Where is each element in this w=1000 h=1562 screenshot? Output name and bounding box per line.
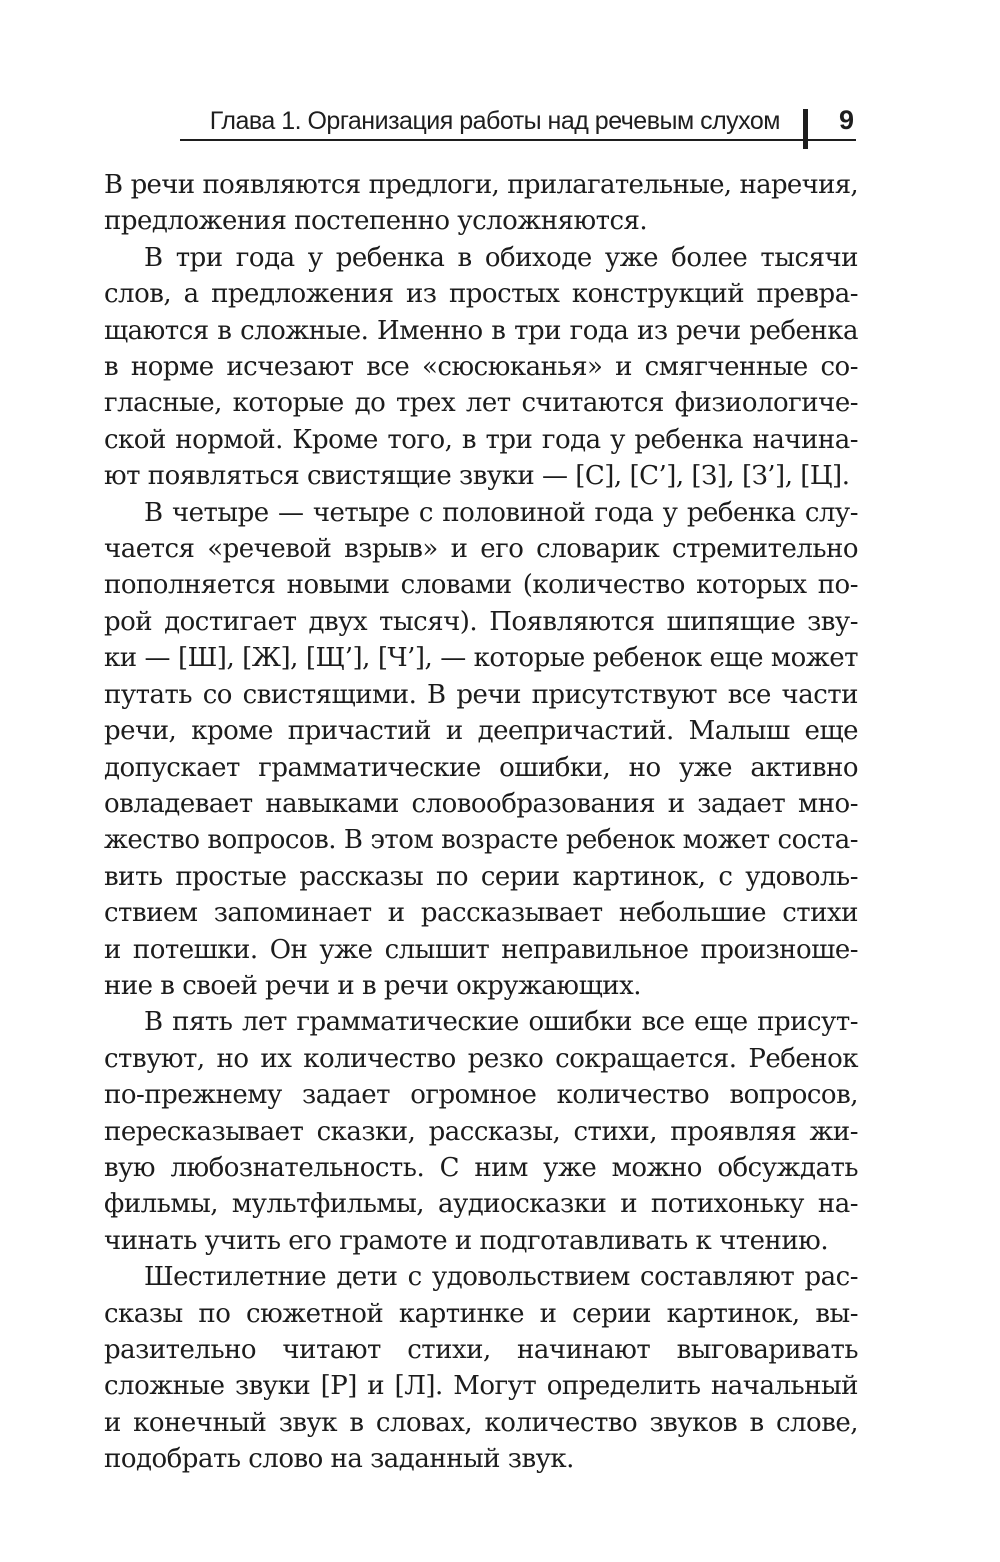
text-line: и конечный звук в словах, количество звуков в слове, bbox=[104, 1407, 858, 1438]
text-line: рой достигает двух тысяч). Появляются шипящие зву- bbox=[104, 606, 858, 637]
text-line: путать со свистящими. В речи присутствуют все части bbox=[104, 679, 858, 710]
text-line: В четыре — четыре с половиной года у ребенка слу- bbox=[144, 497, 858, 528]
text-line: В три года у ребенка в обиходе уже более тысячи bbox=[144, 242, 858, 273]
text-line: речи, кроме причастий и деепричастий. Малыш еще bbox=[104, 716, 858, 747]
text-line: сложные звуки [Р] и [Л]. Могут определить начальный bbox=[104, 1371, 858, 1402]
text-line: подобрать слово на заданный звук. bbox=[104, 1444, 574, 1475]
text-line: в норме исчезают все «сюсюканья» и смягченные со- bbox=[104, 352, 858, 383]
text-line: пересказывает сказки, рассказы, стихи, проявляя жи- bbox=[104, 1116, 858, 1147]
header-rule bbox=[180, 139, 856, 141]
header-separator-bar bbox=[803, 109, 808, 149]
chapter-title: Глава 1. Организация работы над речевым слухом bbox=[209, 107, 780, 135]
text-line: щаются в сложные. Именно в три года из речи ребенка bbox=[104, 315, 858, 346]
page-number: 9 bbox=[838, 105, 854, 135]
body-text bbox=[104, 167, 858, 1478]
paragraph bbox=[104, 495, 858, 1005]
text-line: В пять лет грамматические ошибки все еще присут- bbox=[144, 1007, 858, 1038]
text-line: ки — [Ш], [Ж], [Щ’], [Ч’], — которые ребенок еще может bbox=[104, 643, 858, 674]
paragraph bbox=[104, 1004, 858, 1259]
text-line: ской нормой. Кроме того, в три года у ребенка начина- bbox=[104, 424, 858, 455]
text-line: сказы по сюжетной картинке и серии картинок, вы- bbox=[104, 1298, 858, 1329]
text-line: пополняется новыми словами (количество которых по- bbox=[104, 570, 858, 601]
text-line: чается «речевой взрыв» и его словарик стремительно bbox=[104, 534, 858, 565]
text-line: слов, а предложения из простых конструкций превра- bbox=[104, 279, 858, 310]
text-line: чинать учить его грамоте и подготавливать к чтению. bbox=[104, 1225, 829, 1256]
running-header bbox=[180, 103, 856, 147]
text-line: Шестилетние дети с удовольствием составляют рас- bbox=[144, 1262, 858, 1293]
text-line: ствуют, но их количество резко сокращается. Ребенок bbox=[104, 1043, 858, 1074]
text-line: и потешки. Он уже слышит неправильное произноше- bbox=[104, 934, 858, 965]
text-line: гласные, которые до трех лет считаются физиологиче- bbox=[104, 388, 858, 419]
text-line: допускает грамматические ошибки, но уже активно bbox=[104, 752, 858, 783]
paragraph bbox=[104, 240, 858, 495]
text-line: ствием запоминает и рассказывает небольшие стихи bbox=[104, 898, 858, 929]
text-line: В речи появляются предлоги, прилагательные, наречия, bbox=[104, 170, 858, 200]
text-line: предложения постепенно усложняются. bbox=[104, 206, 648, 237]
text-line: фильмы, мультфильмы, аудиосказки и потихоньку на- bbox=[104, 1189, 858, 1220]
text-line: ют появляться свистящие звуки — [С], [С’], [З], [З’], [Ц]. bbox=[104, 461, 850, 492]
text-line: вую любознательность. С ним уже можно обсуждать bbox=[104, 1152, 858, 1183]
text-line: по-прежнему задает огромное количество вопросов, bbox=[104, 1080, 858, 1111]
paragraph bbox=[104, 1259, 858, 1477]
text-line: жество вопросов. В этом возрасте ребенок может соста- bbox=[104, 825, 858, 856]
text-line: вить простые рассказы по серии картинок, с удоволь- bbox=[104, 861, 858, 892]
text-line: разительно читают стихи, начинают выговаривать bbox=[104, 1335, 858, 1365]
text-line: овладевает навыками словообразования и задает мно- bbox=[104, 788, 858, 819]
paragraph bbox=[104, 167, 858, 240]
text-line: ние в своей речи и в речи окружающих. bbox=[104, 970, 641, 1001]
